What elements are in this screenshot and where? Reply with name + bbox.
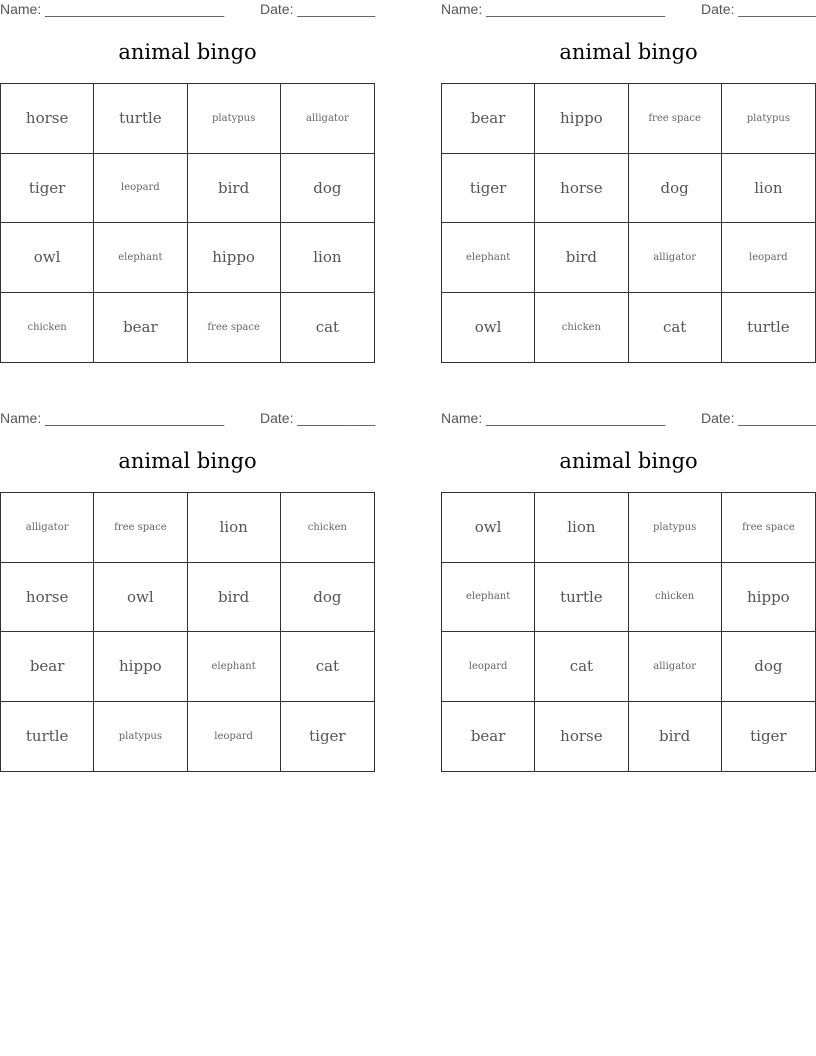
bingo-card: [441, 409, 816, 779]
bingo-grid: [441, 83, 816, 363]
bingo-cell: bear: [442, 84, 535, 154]
bingo-cell: hippo: [94, 632, 187, 702]
bingo-cell: chicken: [629, 563, 722, 633]
bingo-cell: hippo: [535, 84, 628, 154]
bingo-cell: horse: [1, 563, 94, 633]
bingo-cell: chicken: [281, 493, 374, 563]
bingo-cell: bear: [442, 702, 535, 772]
card-title: animal bingo: [118, 40, 257, 64]
bingo-cell: leopard: [442, 632, 535, 702]
bingo-cell: horse: [1, 84, 94, 154]
bingo-cell: alligator: [629, 223, 722, 293]
bingo-cell: tiger: [1, 154, 94, 224]
bingo-cell: free space: [94, 493, 187, 563]
bingo-cell: lion: [188, 493, 281, 563]
bingo-cell: horse: [535, 702, 628, 772]
date-field-label: Date: __________: [701, 410, 816, 426]
bingo-cell: elephant: [94, 223, 187, 293]
bingo-cell: alligator: [281, 84, 374, 154]
bingo-cell: owl: [94, 563, 187, 633]
bingo-cell: platypus: [629, 493, 722, 563]
name-date-line: [0, 410, 375, 428]
bingo-cell: cat: [535, 632, 628, 702]
date-field-label: Date: __________: [260, 1, 376, 17]
bingo-cell: cat: [281, 632, 374, 702]
name-field-label: Name: _______________________: [441, 1, 666, 17]
bingo-cell: alligator: [1, 493, 94, 563]
bingo-cell: owl: [1, 223, 94, 293]
bingo-cell: bear: [1, 632, 94, 702]
bingo-cell: platypus: [188, 84, 281, 154]
bingo-cell: owl: [442, 293, 535, 363]
bingo-cell: horse: [535, 154, 628, 224]
name-date-line: [441, 410, 816, 428]
bingo-cell: leopard: [94, 154, 187, 224]
name-date-line: [0, 1, 375, 19]
bingo-cell: lion: [535, 493, 628, 563]
bingo-cell: tiger: [750, 727, 787, 746]
bingo-cell: free space: [722, 493, 815, 563]
bingo-cell: lion: [722, 154, 815, 224]
bingo-cell: alligator: [629, 632, 722, 702]
bingo-cell: dog: [281, 563, 374, 633]
bingo-cell: free space: [629, 84, 722, 154]
name-field-label: Name: _______________________: [441, 410, 666, 426]
bingo-cell: lion: [281, 223, 374, 293]
bingo-cell: tiger: [309, 727, 346, 746]
card-title: animal bingo: [559, 449, 698, 473]
bingo-cell: platypus: [94, 702, 187, 772]
bingo-cell: platypus: [722, 84, 815, 154]
bingo-cell: elephant: [188, 632, 281, 702]
bingo-card: [0, 0, 375, 370]
bingo-cell: cat: [315, 318, 340, 337]
date-field-label: Date: __________: [701, 1, 816, 17]
bingo-cell: turtle: [94, 84, 187, 154]
card-title: animal bingo: [559, 40, 698, 64]
bingo-cell: chicken: [535, 293, 628, 363]
bingo-cell: leopard: [722, 223, 815, 293]
bingo-cell: elephant: [442, 563, 535, 633]
bingo-cell: hippo: [722, 563, 815, 633]
bingo-card: [441, 0, 816, 370]
bingo-cell: bird: [188, 563, 281, 633]
name-field-label: Name: _______________________: [0, 1, 225, 17]
bingo-cell: chicken: [1, 293, 94, 363]
bingo-grid: [441, 492, 816, 772]
bingo-grid: [0, 83, 375, 363]
bingo-cell: dog: [722, 632, 815, 702]
name-date-line: [441, 1, 816, 19]
bingo-cell: dog: [281, 154, 374, 224]
bingo-cell: turtle: [747, 318, 790, 337]
bingo-cell: leopard: [188, 702, 281, 772]
bingo-cell: dog: [629, 154, 722, 224]
bingo-cell: turtle: [535, 563, 628, 633]
bingo-cell: bird: [629, 702, 722, 772]
bingo-cell: owl: [442, 493, 535, 563]
bingo-cell: hippo: [188, 223, 281, 293]
bingo-cell: elephant: [442, 223, 535, 293]
bingo-cell: bird: [535, 223, 628, 293]
bingo-card: [0, 409, 375, 779]
bingo-cell: tiger: [442, 154, 535, 224]
bingo-cell: turtle: [1, 702, 94, 772]
bingo-cell: bird: [188, 154, 281, 224]
name-field-label: Name: _______________________: [0, 410, 225, 426]
bingo-cell: bear: [94, 293, 187, 363]
bingo-grid: [0, 492, 375, 772]
card-title: animal bingo: [118, 449, 257, 473]
bingo-cell: cat: [629, 293, 722, 363]
bingo-cell: free space: [188, 293, 281, 363]
date-field-label: Date: __________: [260, 410, 376, 426]
